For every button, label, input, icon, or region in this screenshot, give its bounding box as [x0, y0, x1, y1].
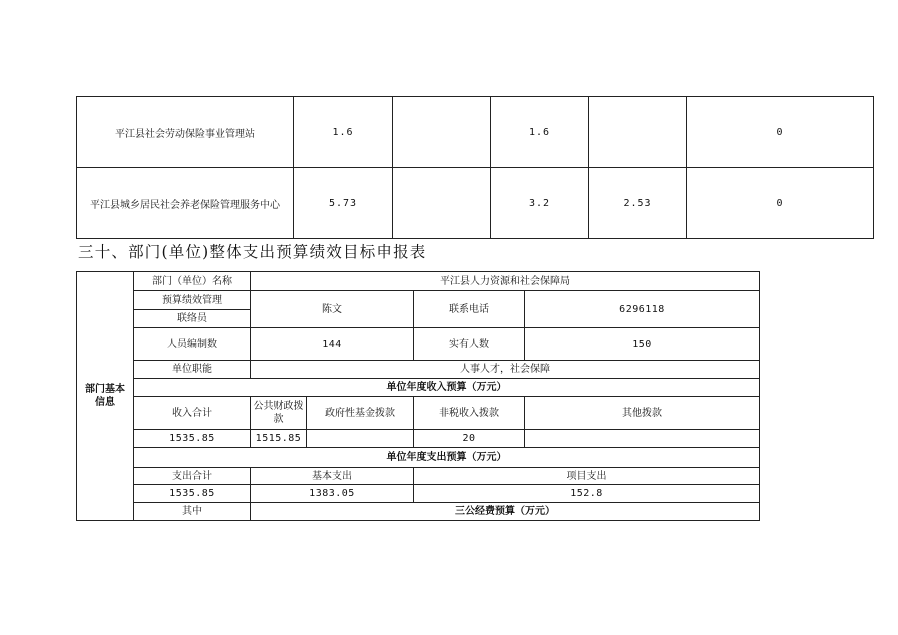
- liaison-label-1: 预算绩效管理: [134, 291, 251, 310]
- table-row: [77, 430, 760, 448]
- public-finance-value: 1515.85: [251, 430, 307, 448]
- expense-budget-header: 单位年度支出预算（万元）: [134, 448, 760, 468]
- other-label: 其中: [134, 503, 251, 521]
- basic-expense-value: 1383.05: [251, 485, 414, 503]
- dept-name-value: 平江县人力资源和社会保障局: [251, 272, 760, 291]
- unit-name-cell: 平江县城乡居民社会养老保险管理服务中心: [77, 168, 294, 239]
- value-cell: 5.73: [294, 168, 393, 239]
- gov-fund-header: 政府性基金拨款: [307, 397, 414, 430]
- non-tax-header: 非税收入拨款: [414, 397, 525, 430]
- table-row: [77, 397, 760, 430]
- project-expense-value: 152.8: [414, 485, 760, 503]
- value-cell: [393, 97, 491, 168]
- value-cell: 1.6: [491, 97, 589, 168]
- unit-name-cell: 平江县社会劳动保险事业管理站: [77, 97, 294, 168]
- side-label-text: 部门基本信息: [85, 384, 125, 408]
- other-funding-header: 其他拨款: [525, 397, 760, 430]
- table-row: [77, 168, 874, 239]
- contact-name: 陈文: [251, 291, 414, 328]
- value-cell: 0: [687, 168, 874, 239]
- value-cell: [393, 168, 491, 239]
- expense-total-header: 支出合计: [134, 468, 251, 485]
- expense-total-value: 1535.85: [134, 485, 251, 503]
- function-label: 单位职能: [134, 361, 251, 379]
- non-tax-value: 20: [414, 430, 525, 448]
- income-budget-header: 单位年度收入预算（万元）: [134, 379, 760, 397]
- table-row: [77, 485, 760, 503]
- table-row: [77, 448, 760, 468]
- value-cell: 0: [687, 97, 874, 168]
- income-total-value: 1535.85: [134, 430, 251, 448]
- table-row: [77, 97, 874, 168]
- basic-expense-header: 基本支出: [251, 468, 414, 485]
- staff-quota-value: 144: [251, 328, 414, 361]
- actual-staff-value: 150: [525, 328, 760, 361]
- table-row: [77, 503, 760, 521]
- section-title: 三十、部门(单位)整体支出预算绩效目标申报表: [78, 243, 427, 261]
- dept-basic-info-label: [77, 272, 134, 521]
- table-row: [77, 291, 760, 310]
- dept-name-label: 部门（单位）名称: [134, 272, 251, 291]
- value-cell: 3.2: [491, 168, 589, 239]
- table-row: [77, 379, 760, 397]
- value-cell: 1.6: [294, 97, 393, 168]
- function-value: 人事人才，社会保障: [251, 361, 760, 379]
- phone-label: 联系电话: [414, 291, 525, 328]
- table-row: [77, 272, 760, 291]
- liaison-label-2: 联络员: [134, 310, 251, 328]
- three-public-header: 三公经费预算（万元）: [251, 503, 760, 521]
- income-total-header: 收入合计: [134, 397, 251, 430]
- performance-target-form: [76, 271, 760, 521]
- table-row: [77, 468, 760, 485]
- budget-detail-table: [76, 96, 874, 239]
- gov-fund-value: [307, 430, 414, 448]
- project-expense-header: 项目支出: [414, 468, 760, 485]
- phone-value: 6296118: [525, 291, 760, 328]
- value-cell: [589, 97, 687, 168]
- other-funding-value: [525, 430, 760, 448]
- table-row: [77, 361, 760, 379]
- value-cell: 2.53: [589, 168, 687, 239]
- public-finance-header: 公共财政拨款: [251, 397, 307, 430]
- table-row: [77, 328, 760, 361]
- actual-staff-label: 实有人数: [414, 328, 525, 361]
- staff-quota-label: 人员编制数: [134, 328, 251, 361]
